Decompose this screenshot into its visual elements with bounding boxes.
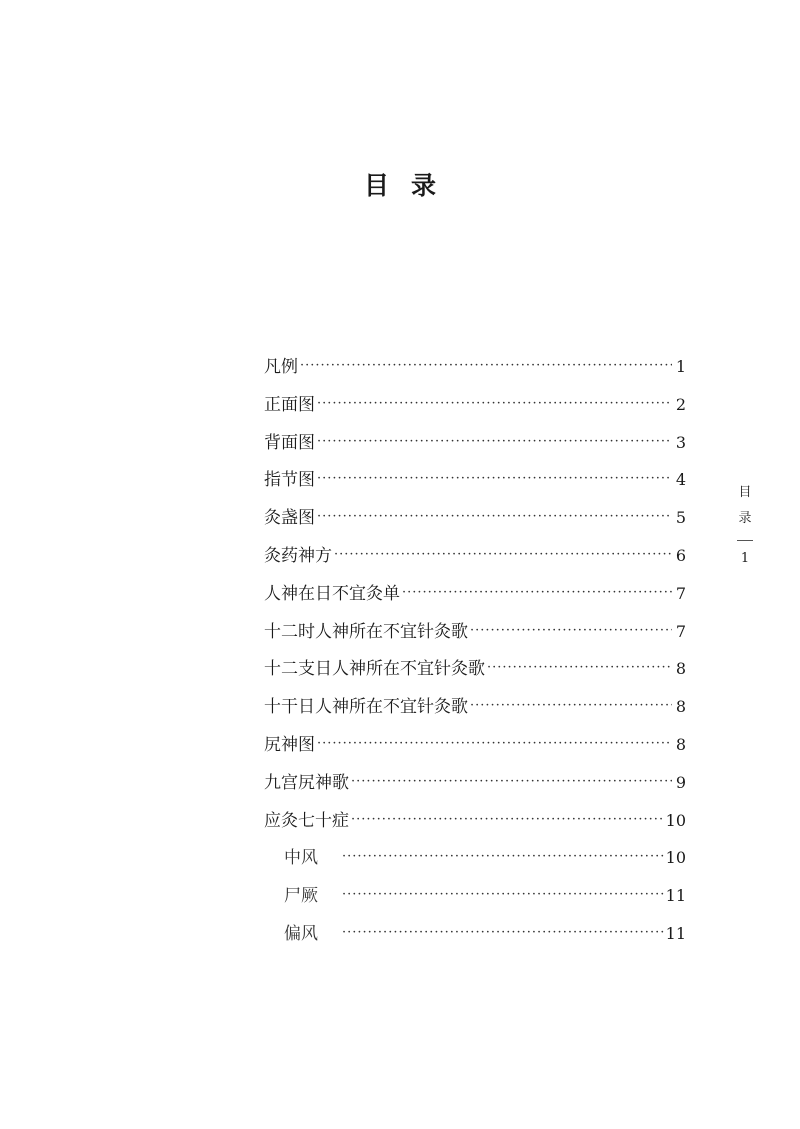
toc-entry-label: 九宫尻神歌 [264, 772, 349, 793]
toc-dot-leader [317, 434, 672, 449]
toc-entry-shigan-renshen[interactable] [264, 692, 686, 730]
toc-dot-leader [470, 698, 672, 713]
toc-page-number: 10 [665, 848, 686, 868]
toc-page-number: 6 [675, 545, 686, 565]
toc-dot-leader [317, 471, 672, 486]
toc-entry-label: 偏风 [284, 923, 318, 944]
toc-page-number: 3 [675, 432, 686, 452]
toc-entry-label: 指节图 [264, 470, 315, 491]
toc-page-number: 5 [675, 508, 686, 528]
toc-page-number: 7 [675, 621, 686, 641]
toc-entry-label: 应灸七十症 [264, 810, 349, 831]
toc-page-number: 4 [675, 470, 686, 490]
toc-entry-label: 灸盏图 [264, 508, 315, 529]
toc-page-number: 8 [675, 734, 686, 754]
toc-entry-label: 人神在日不宜灸单 [264, 583, 400, 604]
table-of-contents [264, 352, 686, 957]
toc-entry-fanli[interactable] [264, 352, 686, 390]
toc-entry-label: 中风 [284, 848, 318, 869]
title-char-2: 录 [411, 171, 437, 200]
toc-entry-kaoshentu[interactable] [264, 730, 686, 768]
toc-page-number: 2 [675, 394, 686, 414]
toc-page-number: 9 [675, 772, 686, 792]
toc-entry-label: 灸药神方 [264, 545, 332, 566]
toc-subentry-pianfeng[interactable] [264, 919, 686, 957]
toc-page-number: 10 [665, 810, 686, 830]
toc-page-number: 1 [675, 357, 686, 376]
toc-subentry-zhongfeng[interactable] [264, 843, 686, 881]
toc-entry-zhengmiantu[interactable] [264, 390, 686, 428]
toc-dot-leader [487, 660, 672, 675]
toc-page-number: 11 [665, 923, 686, 943]
toc-dot-leader [317, 509, 672, 524]
toc-dot-leader [402, 585, 672, 600]
toc-dot-leader [317, 396, 672, 411]
toc-dot-leader [342, 925, 664, 940]
side-marker-char-2: 录 [738, 511, 752, 526]
toc-entry-zhijietu[interactable] [264, 465, 686, 503]
toc-entry-label: 背面图 [264, 432, 315, 453]
toc-entry-label: 凡例 [264, 357, 298, 377]
toc-page-number: 8 [675, 659, 686, 679]
side-section-marker [728, 480, 762, 566]
toc-entry-label: 十干日人神所在不宜针灸歌 [264, 697, 468, 718]
toc-dot-leader [351, 774, 672, 789]
toc-entry-beimiantu[interactable] [264, 428, 686, 466]
toc-dot-leader [351, 812, 664, 827]
page-title [0, 166, 800, 202]
toc-page-number: 8 [675, 697, 686, 717]
toc-subentry-shijue[interactable] [264, 881, 686, 919]
toc-dot-leader [334, 547, 672, 562]
toc-page-number: 11 [665, 886, 686, 906]
side-marker-char-1: 目 [738, 485, 752, 500]
toc-entry-shiershi-renshen[interactable] [264, 617, 686, 655]
toc-entry-renshen-zairi[interactable] [264, 579, 686, 617]
toc-entry-jiuyaoshenfang[interactable] [264, 541, 686, 579]
side-marker-page-number: 1 [740, 551, 750, 566]
toc-dot-leader [317, 736, 672, 751]
toc-dot-leader [470, 623, 672, 638]
toc-entry-label: 正面图 [264, 394, 315, 415]
toc-dot-leader [342, 887, 664, 902]
toc-page-number: 7 [675, 583, 686, 603]
toc-entry-label: 十二支日人神所在不宜针灸歌 [264, 659, 485, 680]
toc-entry-label: 尻神图 [264, 734, 315, 755]
toc-entry-yingjiu-qishizheng[interactable] [264, 806, 686, 844]
side-marker-divider [737, 540, 753, 541]
toc-dot-leader [300, 358, 672, 373]
toc-entry-label: 尸厥 [284, 886, 318, 907]
title-char-1: 目 [363, 171, 389, 200]
toc-entry-jiugong-kaoshen[interactable] [264, 768, 686, 806]
toc-entry-label: 十二时人神所在不宜针灸歌 [264, 621, 468, 642]
toc-dot-leader [342, 849, 664, 864]
toc-entry-jiuzhantu[interactable] [264, 503, 686, 541]
toc-entry-shierzhi-renshen[interactable] [264, 654, 686, 692]
